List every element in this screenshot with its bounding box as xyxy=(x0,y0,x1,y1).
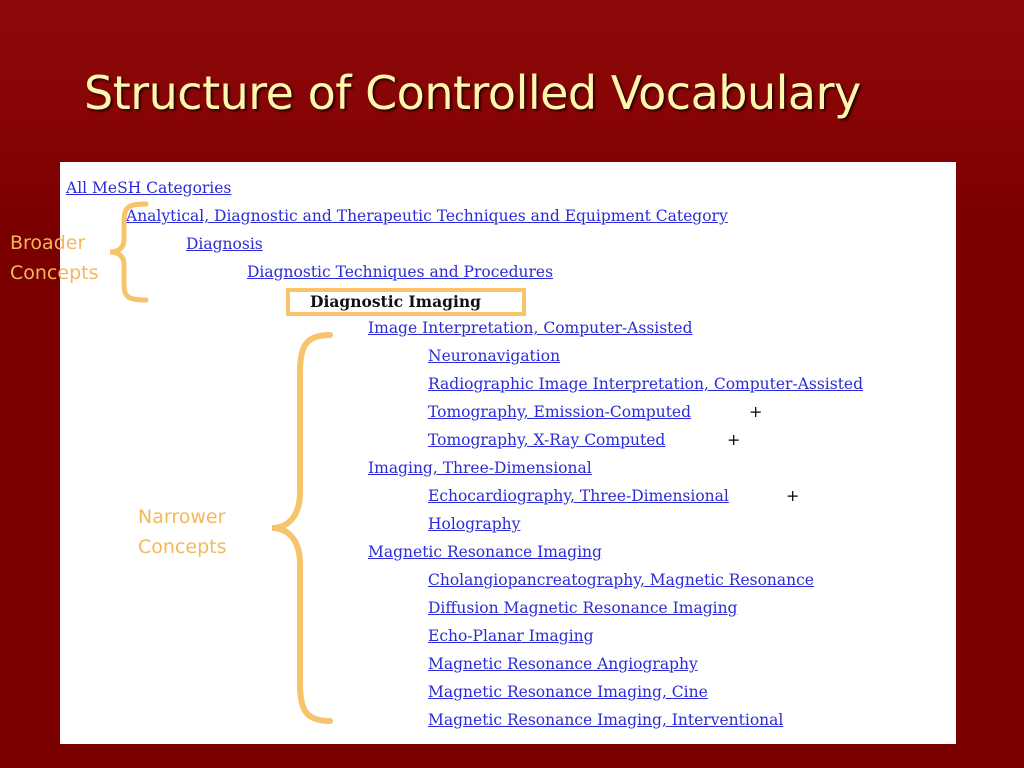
current-node-highlight xyxy=(286,288,526,316)
tree-link-mr-angiography[interactable]: Magnetic Resonance Angiography xyxy=(428,655,698,673)
expand-plus-indicator[interactable]: + xyxy=(727,430,741,449)
tree-link-holography[interactable]: Holography xyxy=(428,515,521,533)
tree-link-diagnostic-techniques[interactable]: Diagnostic Techniques and Procedures xyxy=(247,263,554,281)
expand-plus-indicator[interactable]: + xyxy=(749,402,763,421)
tree-link-echocardiography[interactable]: Echocardiography, Three-Dimensional xyxy=(428,487,729,505)
mesh-tree-panel xyxy=(60,162,956,744)
narrower-brace-icon xyxy=(266,332,336,724)
tree-link-diagnosis[interactable]: Diagnosis xyxy=(186,235,263,253)
expand-plus-indicator[interactable]: + xyxy=(786,486,800,505)
tree-link-all-mesh-categories[interactable]: All MeSH Categories xyxy=(66,179,232,197)
narrower-concepts-label: Narrower Concepts xyxy=(138,506,227,558)
tree-link-tomography-xray[interactable]: Tomography, X-Ray Computed xyxy=(428,431,666,449)
current-node-label: Diagnostic Imaging xyxy=(310,292,481,311)
tree-link-image-interpretation[interactable]: Image Interpretation, Computer-Assisted xyxy=(368,319,693,337)
slide-title: Structure of Controlled Vocabulary xyxy=(84,66,861,120)
tree-link-magnetic-resonance-imaging[interactable]: Magnetic Resonance Imaging xyxy=(368,543,602,561)
tree-link-imaging-three-dimensional[interactable]: Imaging, Three-Dimensional xyxy=(368,459,592,477)
tree-link-diffusion-mri[interactable]: Diffusion Magnetic Resonance Imaging xyxy=(428,599,738,617)
tree-link-radiographic-image-interpretation[interactable]: Radiographic Image Interpretation, Computer-Assisted xyxy=(428,375,864,393)
broader-concepts-label: Broader Concepts xyxy=(10,232,99,284)
tree-link-echo-planar-imaging[interactable]: Echo-Planar Imaging xyxy=(428,627,594,645)
tree-link-cholangiopancreatography[interactable]: Cholangiopancreatography, Magnetic Resonance xyxy=(428,571,814,589)
tree-link-cutoff[interactable] xyxy=(368,736,404,744)
tree-link-analytical-category[interactable]: Analytical, Diagnostic and Therapeutic Techniques and Equipment Category xyxy=(126,207,728,225)
tree-link-neuronavigation[interactable]: Neuronavigation xyxy=(428,347,561,365)
tree-link-tomography-emission[interactable]: Tomography, Emission-Computed xyxy=(428,403,692,421)
tree-link-mri-cine[interactable]: Magnetic Resonance Imaging, Cine xyxy=(428,683,708,701)
tree-link-mri-interventional[interactable]: Magnetic Resonance Imaging, Interventional xyxy=(428,711,784,729)
broader-brace-icon xyxy=(104,202,150,302)
